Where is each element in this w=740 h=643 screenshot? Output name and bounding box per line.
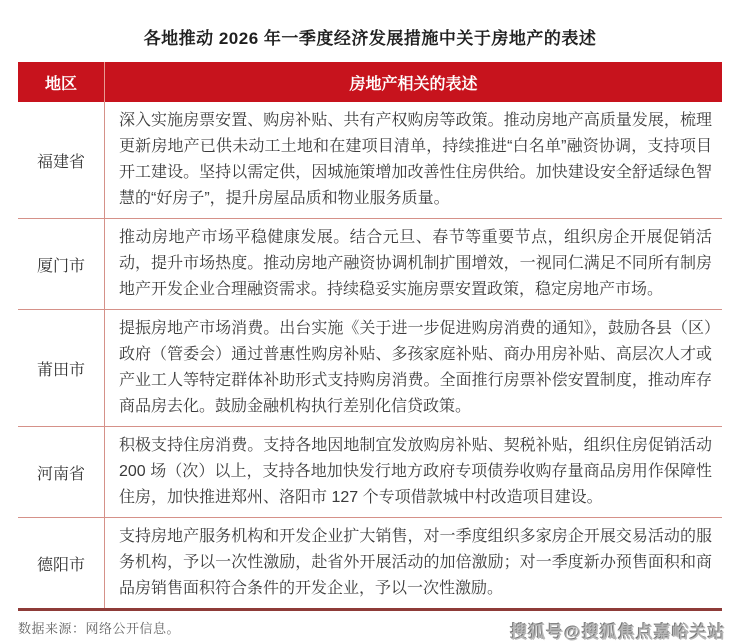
region-cell: 福建省	[18, 102, 105, 218]
sohu-watermark: 搜狐号@搜狐焦点嘉峪关站	[510, 623, 726, 642]
statement-cell: 推动房地产市场平稳健康发展。结合元旦、春节等重要节点，组织房企开展促销活动，提升市场热度。推动房地产融资协调机制扩围增效，一视同仁满足不同所有制房地产开发企业合理融资需求。持续稳妥实施房票安置政策，稳定房地产市场。	[119, 229, 712, 298]
column-header-region: 地区	[18, 62, 105, 102]
page-title: 各地推动 2026 年一季度经济发展措施中关于房地产的表述	[143, 29, 597, 48]
table-row-henan	[18, 426, 722, 517]
table-row-deyang	[18, 517, 722, 608]
statement-cell: 支持房地产服务机构和开发企业扩大销售，对一季度组织多家房企开展交易活动的服务机构，予以一次性激励，赴省外开展活动的加倍激励；对一季度新办预售面积和商品房销售面积符合条件的开发企业，予以一次性激励。	[119, 528, 712, 597]
region-cell: 德阳市	[18, 518, 105, 608]
statement-cell: 深入实施房票安置、购房补贴、共有产权购房等政策。推动房地产高质量发展，梳理更新房地产已供未动工土地和在建项目清单，持续推进“白名单”融资协调，支持项目开工建设。坚持以需定供，因城施策增加改善性住房供给。加快建设安全舒适绿色智慧的“好房子”，提升房屋品质和物业服务质量。	[119, 112, 712, 207]
footer	[18, 618, 726, 643]
table-row-xiamen	[18, 218, 722, 309]
table-row-fujian	[18, 102, 722, 218]
statement-cell: 积极支持住房消费。支持各地因地制宜发放购房补贴、契税补贴，组织住房促销活动 200 场（次）以上，支持各地加快发行地方政府专项债券收购存量商品房用作保障性住房，加快推进郑州、洛阳市 127 个专项借款城中村改造项目建设。	[119, 437, 712, 506]
table-header-row	[18, 62, 722, 102]
table-row-putian	[18, 309, 722, 426]
region-cell: 莆田市	[18, 310, 105, 426]
region-cell: 厦门市	[18, 219, 105, 309]
statement-cell: 提振房地产市场消费。出台实施《关于进一步促进购房消费的通知》，鼓励各县（区）政府（管委会）通过普惠性购房补贴、多孩家庭补贴、商办用房补贴、高层次人才或产业工人等特定群体补助形式支持购房消费。全面推行房票补偿安置制度，推动库存商品房去化。鼓励金融机构执行差别化信贷政策。	[119, 320, 712, 415]
region-cell: 河南省	[18, 427, 105, 517]
column-header-statement: 房地产相关的表述	[349, 75, 478, 93]
data-source-note: 数据来源：网络公开信息。	[18, 621, 181, 636]
policy-table	[18, 62, 722, 611]
